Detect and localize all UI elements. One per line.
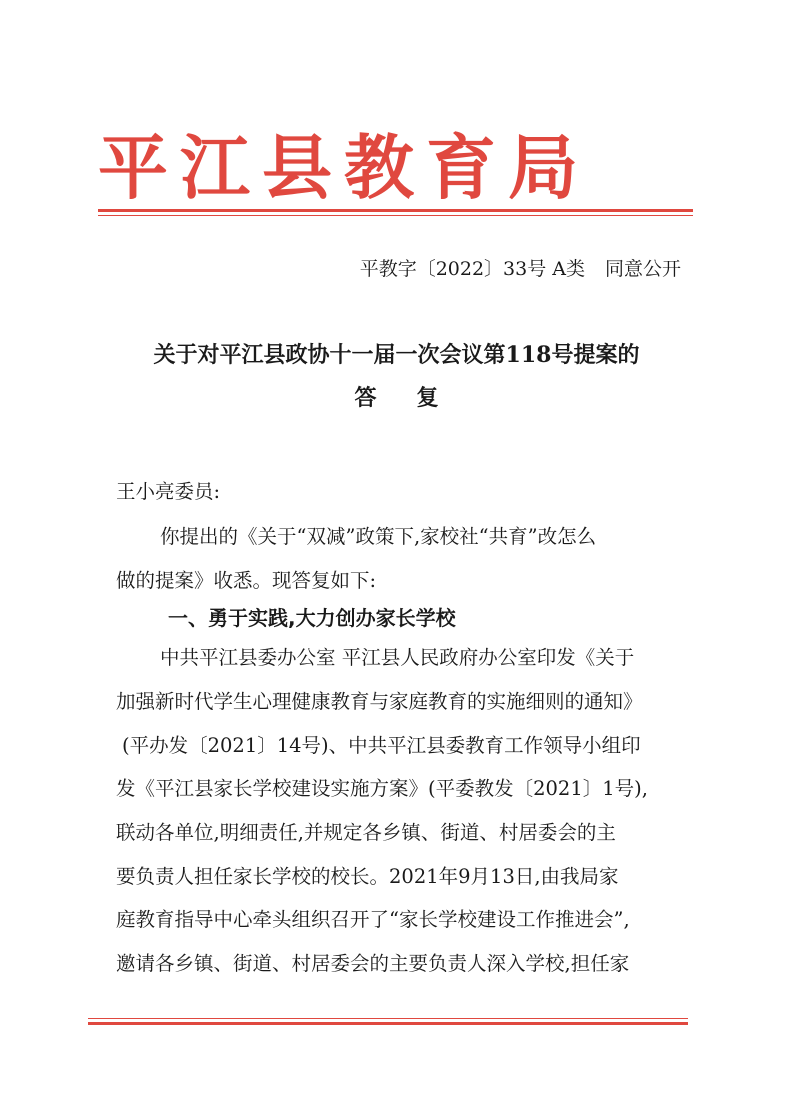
header-divider-thin <box>98 215 693 216</box>
paragraph-line: 庭教育指导中心牵头组织召开了“家长学校建设工作推进会”, <box>116 908 630 931</box>
footer-divider-thin <box>88 1018 688 1019</box>
paragraph-line: 加强新时代学生心理健康教育与家庭教育的实施细则的通知》 <box>116 690 643 713</box>
paragraph-line: 你提出的《关于“双减”政策下,家校社“共育”改怎么 <box>160 525 597 548</box>
doc-title-line1: 关于对平江县政协十一届一次会议第118号提案的 <box>153 342 640 368</box>
doc-title-line2: 答复 <box>354 385 479 411</box>
section-heading: 一、勇于实践,大力创办家长学校 <box>168 606 456 630</box>
paragraph-line: 做的提案》收悉。现答复如下: <box>116 569 377 592</box>
doc-code: 平教字〔2022〕33号 A类 <box>359 258 585 280</box>
salutation: 王小亮委员: <box>116 480 221 503</box>
paragraph-line: 发《平江县家长学校建设实施方案》(平委教发〔2021〕1号), <box>116 777 648 800</box>
header-divider-thick <box>98 209 693 212</box>
org-title: 平江县教育局 <box>98 126 590 209</box>
paragraph-line: 邀请各乡镇、街道、村居委会的主要负责人深入学校,担任家 <box>116 952 630 975</box>
doc-number <box>360 254 681 281</box>
paragraph-line: (平办发〔2021〕14号)、中共平江县委教育工作领导小组印 <box>122 734 641 757</box>
paragraph-line: 要负责人担任家长学校的校长。2021年9月13日,由我局家 <box>116 865 619 888</box>
footer-divider-thick <box>88 1022 688 1025</box>
paragraph-line: 联动各单位,明细责任,并规定各乡镇、街道、村居委会的主 <box>116 821 616 844</box>
paragraph-line: 中共平江县委办公室 平江县人民政府办公室印发《关于 <box>160 646 635 669</box>
disclosure-label: 同意公开 <box>604 258 681 280</box>
